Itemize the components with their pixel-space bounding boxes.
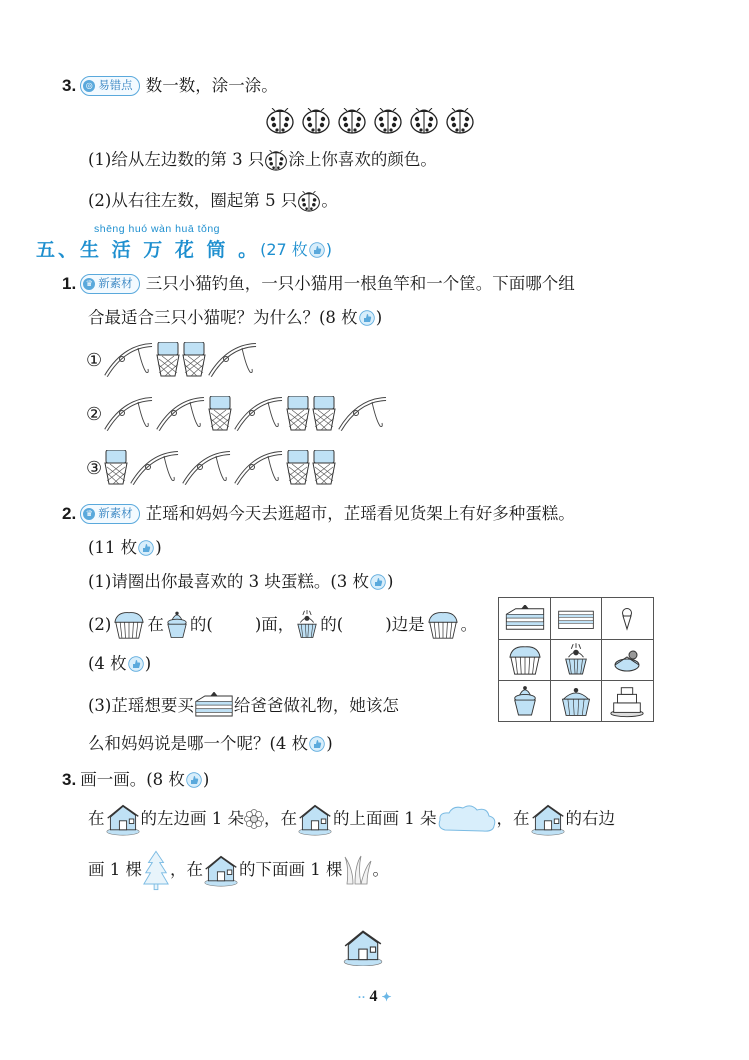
crown-icon: ♛ [83,278,95,290]
score-text: (4 枚 [88,654,127,673]
section-score-end: ) [325,240,333,259]
tag-error-prone [80,76,140,96]
sub2-text: )边是 [385,615,425,634]
grid-cell[interactable] [550,639,601,680]
instruction-text: 的下面画 1 棵 [239,860,343,879]
section-score: (27 枚 [260,240,308,259]
grid-cell[interactable] [550,598,601,639]
basket-icon [182,342,206,378]
sponge-cake-icon [555,606,597,632]
grid-cell[interactable] [601,639,652,680]
question-number: 3. [62,770,77,789]
ladybug-icon[interactable] [445,108,475,134]
ladybug-row [265,108,475,134]
option-1-label: ① [86,349,103,371]
question-number: 3. [62,76,77,95]
question-prompt: 画一画。(8 枚 [80,770,185,789]
basket-icon [286,450,310,486]
fishing-rod-icon [234,450,284,486]
thumb-coin-icon [186,772,202,788]
sub3-text-end: ) [326,734,333,753]
score-text-end: ) [144,654,152,673]
question-3b-line1 [88,802,615,836]
sub1-text-end: 涂上你喜欢的颜色。 [288,150,437,169]
option-1-row[interactable] [86,342,258,378]
tag-label: 新素材 [98,508,133,520]
grid-cell[interactable] [499,639,550,680]
cupcake-icon [425,610,461,640]
layer-cake-icon [194,692,234,720]
thumb-coin-icon [128,656,144,672]
thumb-coin-icon [370,574,386,590]
sub1-text: (1)请圈出你最喜欢的 3 块蛋糕。(3 枚 [88,572,370,591]
fishing-rod-icon [234,396,284,432]
page-number [0,988,749,1006]
section-title: 五、生 活 万 花 筒 。 [36,239,261,261]
score-text: (11 枚 [88,538,138,557]
ladybug-icon[interactable] [373,108,403,134]
question-text: 芷瑶和妈妈今天去逛超市，芷瑶看见货架上有好多种蛋糕。 [145,504,575,523]
question-1-line1 [62,272,575,296]
question-2-line1 [62,502,575,526]
question-3a-header [62,74,278,98]
grid-cell[interactable] [550,680,601,721]
question-number: 2. [62,504,77,523]
house-icon [297,802,333,836]
pine-tree-icon [142,849,170,891]
instruction-text: 的左边画 1 朵 [140,809,244,828]
ladybug-icon[interactable] [265,108,295,134]
instruction-text: 画 1 棵 [88,860,142,879]
question-3a-sub2 [88,189,338,213]
fishing-rod-icon [182,450,232,486]
crown-icon: ♛ [83,508,95,520]
basket-icon [312,450,336,486]
question-text: 三只小猫钓鱼，一只小猫用一根鱼竿和一个筐。下面哪个组 [145,274,575,293]
frosted-cupcake-icon [558,683,594,719]
sub3-text: (3)芷瑶想要买 [88,696,194,715]
thumb-coin-icon [359,310,375,326]
cupcake-icon [506,644,544,676]
sub2-label: (2) [88,615,112,634]
thumb-coin-icon [309,242,325,258]
fishing-rod-icon [104,396,154,432]
option-2-label: ② [86,403,103,425]
fishing-rod-icon [130,450,180,486]
house-icon[interactable] [342,928,384,966]
sub2-text: )面， [254,615,295,634]
section-header [36,238,332,262]
instruction-text: 在 [88,809,105,828]
thumb-coin-icon [309,736,325,752]
basket-icon [312,396,336,432]
instruction-text: ，在 [264,809,297,828]
fishing-rod-icon [338,396,388,432]
sub2-text: 在 [147,615,164,634]
ice-cream-cup-icon [164,610,190,640]
tiered-cake-icon [608,683,646,719]
cupcake-icon [111,610,147,640]
instruction-text: 的上面画 1 朵 [333,809,437,828]
option-2-row[interactable] [86,396,388,432]
question-text-end: ) [375,308,383,327]
house-icon [530,802,566,836]
cake-slice-icon [609,645,645,675]
ladybug-icon[interactable] [337,108,367,134]
question-3a-sub1 [88,148,437,172]
tag-new-material [80,274,140,294]
question-prompt-end: ) [202,770,210,789]
cake-grid [498,597,654,722]
question-2-sub2-score [88,652,151,676]
ladybug-icon[interactable] [409,108,439,134]
question-2-sub2 [88,610,477,640]
sub2-text: (2)从右往左数，圈起第 5 只 [88,191,298,210]
sub2-text: 的( [320,615,344,634]
sub3-text: 给爸爸做礼物，她该怎 [233,696,399,715]
sub2-text: 。 [460,615,478,634]
grid-cell[interactable] [499,680,550,721]
option-3-row[interactable] [86,450,336,486]
berry-cup-icon [294,610,320,640]
basket-icon [208,396,232,432]
instruction-text: ，在 [170,860,203,879]
score-text-end: ) [155,538,162,557]
fishing-rod-icon [156,396,206,432]
ladybug-icon [264,150,288,171]
question-3b-line2 [88,848,389,892]
option-3-label: ③ [86,457,103,479]
basket-icon [286,396,310,432]
tag-label: 易错点 [98,80,133,92]
grid-cell[interactable] [499,598,550,639]
instruction-text: 的右边 [565,809,615,828]
page-decoration-left: ·· [357,990,366,1004]
question-2-sub3-line2 [88,732,333,756]
house-icon [203,853,239,887]
tag-label: 新素材 [98,278,133,290]
question-1-line2 [88,306,382,330]
question-2-score [88,536,162,560]
sub3-text: 么和妈妈说是哪一个呢？(4 枚 [88,734,309,753]
ladybug-icon[interactable] [301,108,331,134]
question-2-sub1 [88,570,393,594]
question-2-sub3 [88,692,399,720]
flower-icon [244,809,264,829]
sub2-text-end: 。 [321,191,338,210]
berry-cup-icon [562,643,590,677]
fishing-rod-icon [104,342,154,378]
basket-icon [156,342,180,378]
grid-cell[interactable] [601,598,652,639]
ice-cream-cone-icon [620,607,634,631]
tag-icon: ◎ [83,80,95,92]
ice-cream-cup-icon [511,683,539,719]
star-icon: ✦ [381,990,392,1004]
question-3b-header [62,768,209,792]
ladybug-icon [297,191,321,212]
question-prompt: 数一数，涂一涂。 [145,76,278,95]
fishing-rod-icon [208,342,258,378]
instruction-text: ，在 [496,809,530,828]
cloud-icon [437,804,497,834]
section-pinyin: shēng huó wàn huā tǒng [94,223,221,235]
sub1-text: (1)给从左边数的第 3 只 [88,150,265,169]
instruction-text: 。 [372,860,389,879]
house-icon [105,802,141,836]
grid-cell[interactable] [601,680,652,721]
sub2-text: 的( [189,615,213,634]
tag-new-material [80,504,140,524]
question-text: 合最适合三只小猫呢？为什么？(8 枚 [88,308,358,327]
question-number: 1. [62,274,77,293]
grass-icon [343,855,373,885]
page-number-value: 4 [369,988,378,1005]
layer-cake-icon [504,605,546,633]
thumb-coin-icon [138,540,154,556]
sub1-text-end: ) [387,572,394,591]
basket-icon [104,450,128,486]
